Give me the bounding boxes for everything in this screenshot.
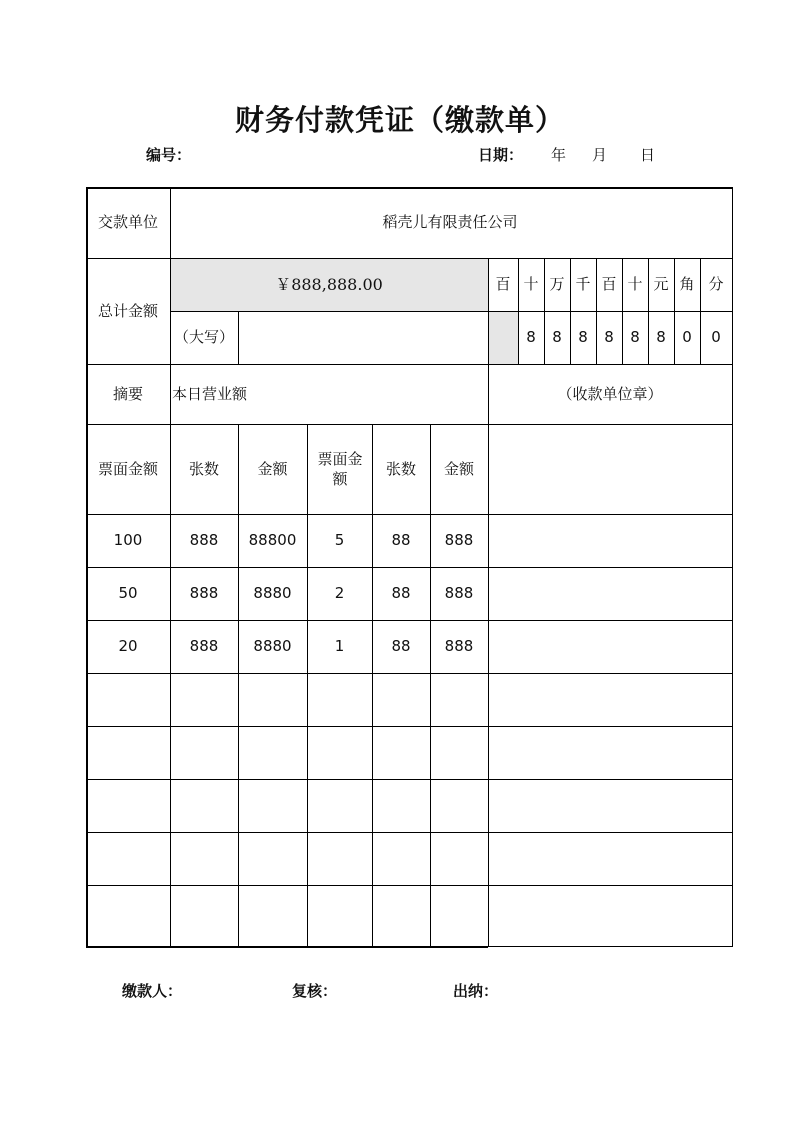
digit-value: 8 [552, 328, 562, 347]
denom-header: 金额 [257, 459, 288, 478]
digit-value [488, 311, 518, 364]
table-cell: 5 [334, 531, 345, 550]
daxie-value [238, 311, 488, 364]
denom-header: 票面金额 [97, 459, 158, 478]
date-month-label: 月 [592, 146, 608, 164]
table-cell: 88800 [248, 531, 297, 550]
table-cell: 8880 [253, 637, 292, 656]
table-cell: 100 [113, 531, 143, 550]
grid-line [86, 779, 733, 780]
payer-sign-label: 缴款人： [122, 982, 183, 1000]
border-bottom-right [488, 946, 733, 947]
denom-header: 金额 [443, 459, 474, 478]
digit-value: 0 [682, 328, 692, 347]
table-cell: 888 [444, 531, 474, 550]
table-cell: 88 [391, 637, 411, 656]
summary-label: 摘要 [112, 384, 143, 403]
digit-value: 8 [630, 328, 640, 347]
border-bottom-left [86, 946, 488, 948]
table-cell: 88 [391, 531, 411, 550]
date-year-label: 年 [551, 146, 567, 164]
table-cell: 50 [118, 584, 138, 603]
grid-line [86, 885, 733, 886]
table-cell: 888 [189, 637, 219, 656]
page-title: 财务付款凭证（缴款单） [234, 103, 565, 137]
table-cell: 88 [391, 584, 411, 603]
stamp-label: （收款单位章） [557, 384, 663, 403]
grid-line [86, 726, 733, 727]
digit-header: 万 [549, 275, 565, 294]
cashier-sign-label: 出纳： [453, 982, 499, 1000]
denom-header: 票面金额 [317, 449, 363, 488]
number-label: 编号： [146, 146, 192, 164]
digit-value: 8 [578, 328, 588, 347]
denom-header: 张数 [188, 459, 219, 478]
table-cell: 888 [189, 531, 219, 550]
total-amount: ￥888,888.00 [275, 274, 383, 294]
table-cell: 20 [118, 637, 138, 656]
table-cell: 888 [444, 637, 474, 656]
table-cell: 8880 [253, 584, 292, 603]
payer-label: 交款单位 [97, 213, 158, 232]
payer-value: 稻壳儿有限责任公司 [382, 213, 518, 232]
digit-header: 元 [653, 275, 669, 294]
digit-header: 角 [679, 275, 695, 294]
table-cell: 1 [334, 637, 345, 656]
digit-header: 分 [708, 275, 724, 294]
table-cell: 888 [189, 584, 219, 603]
digit-header: 十 [627, 275, 643, 294]
digit-header: 百 [601, 275, 617, 294]
border-right [732, 187, 733, 947]
digit-header: 千 [575, 275, 591, 294]
reviewer-sign-label: 复核： [292, 982, 338, 1000]
digit-value: 8 [526, 328, 536, 347]
digit-value: 8 [604, 328, 614, 347]
table-cell: 2 [334, 584, 345, 603]
date-label: 日期： [478, 146, 524, 164]
denom-header: 张数 [385, 459, 416, 478]
total-label: 总计金额 [97, 301, 158, 320]
daxie-label: （大写） [173, 328, 234, 347]
date-day-label: 日 [640, 146, 656, 164]
digit-header: 百 [495, 275, 511, 294]
grid-line [86, 673, 733, 674]
digit-value: 8 [656, 328, 666, 347]
grid-line [307, 424, 308, 947]
summary-value: 本日营业额 [172, 384, 248, 403]
digit-value: 0 [711, 328, 721, 347]
table-cell: 888 [444, 584, 474, 603]
grid-line [86, 832, 733, 833]
digit-header: 十 [523, 275, 539, 294]
